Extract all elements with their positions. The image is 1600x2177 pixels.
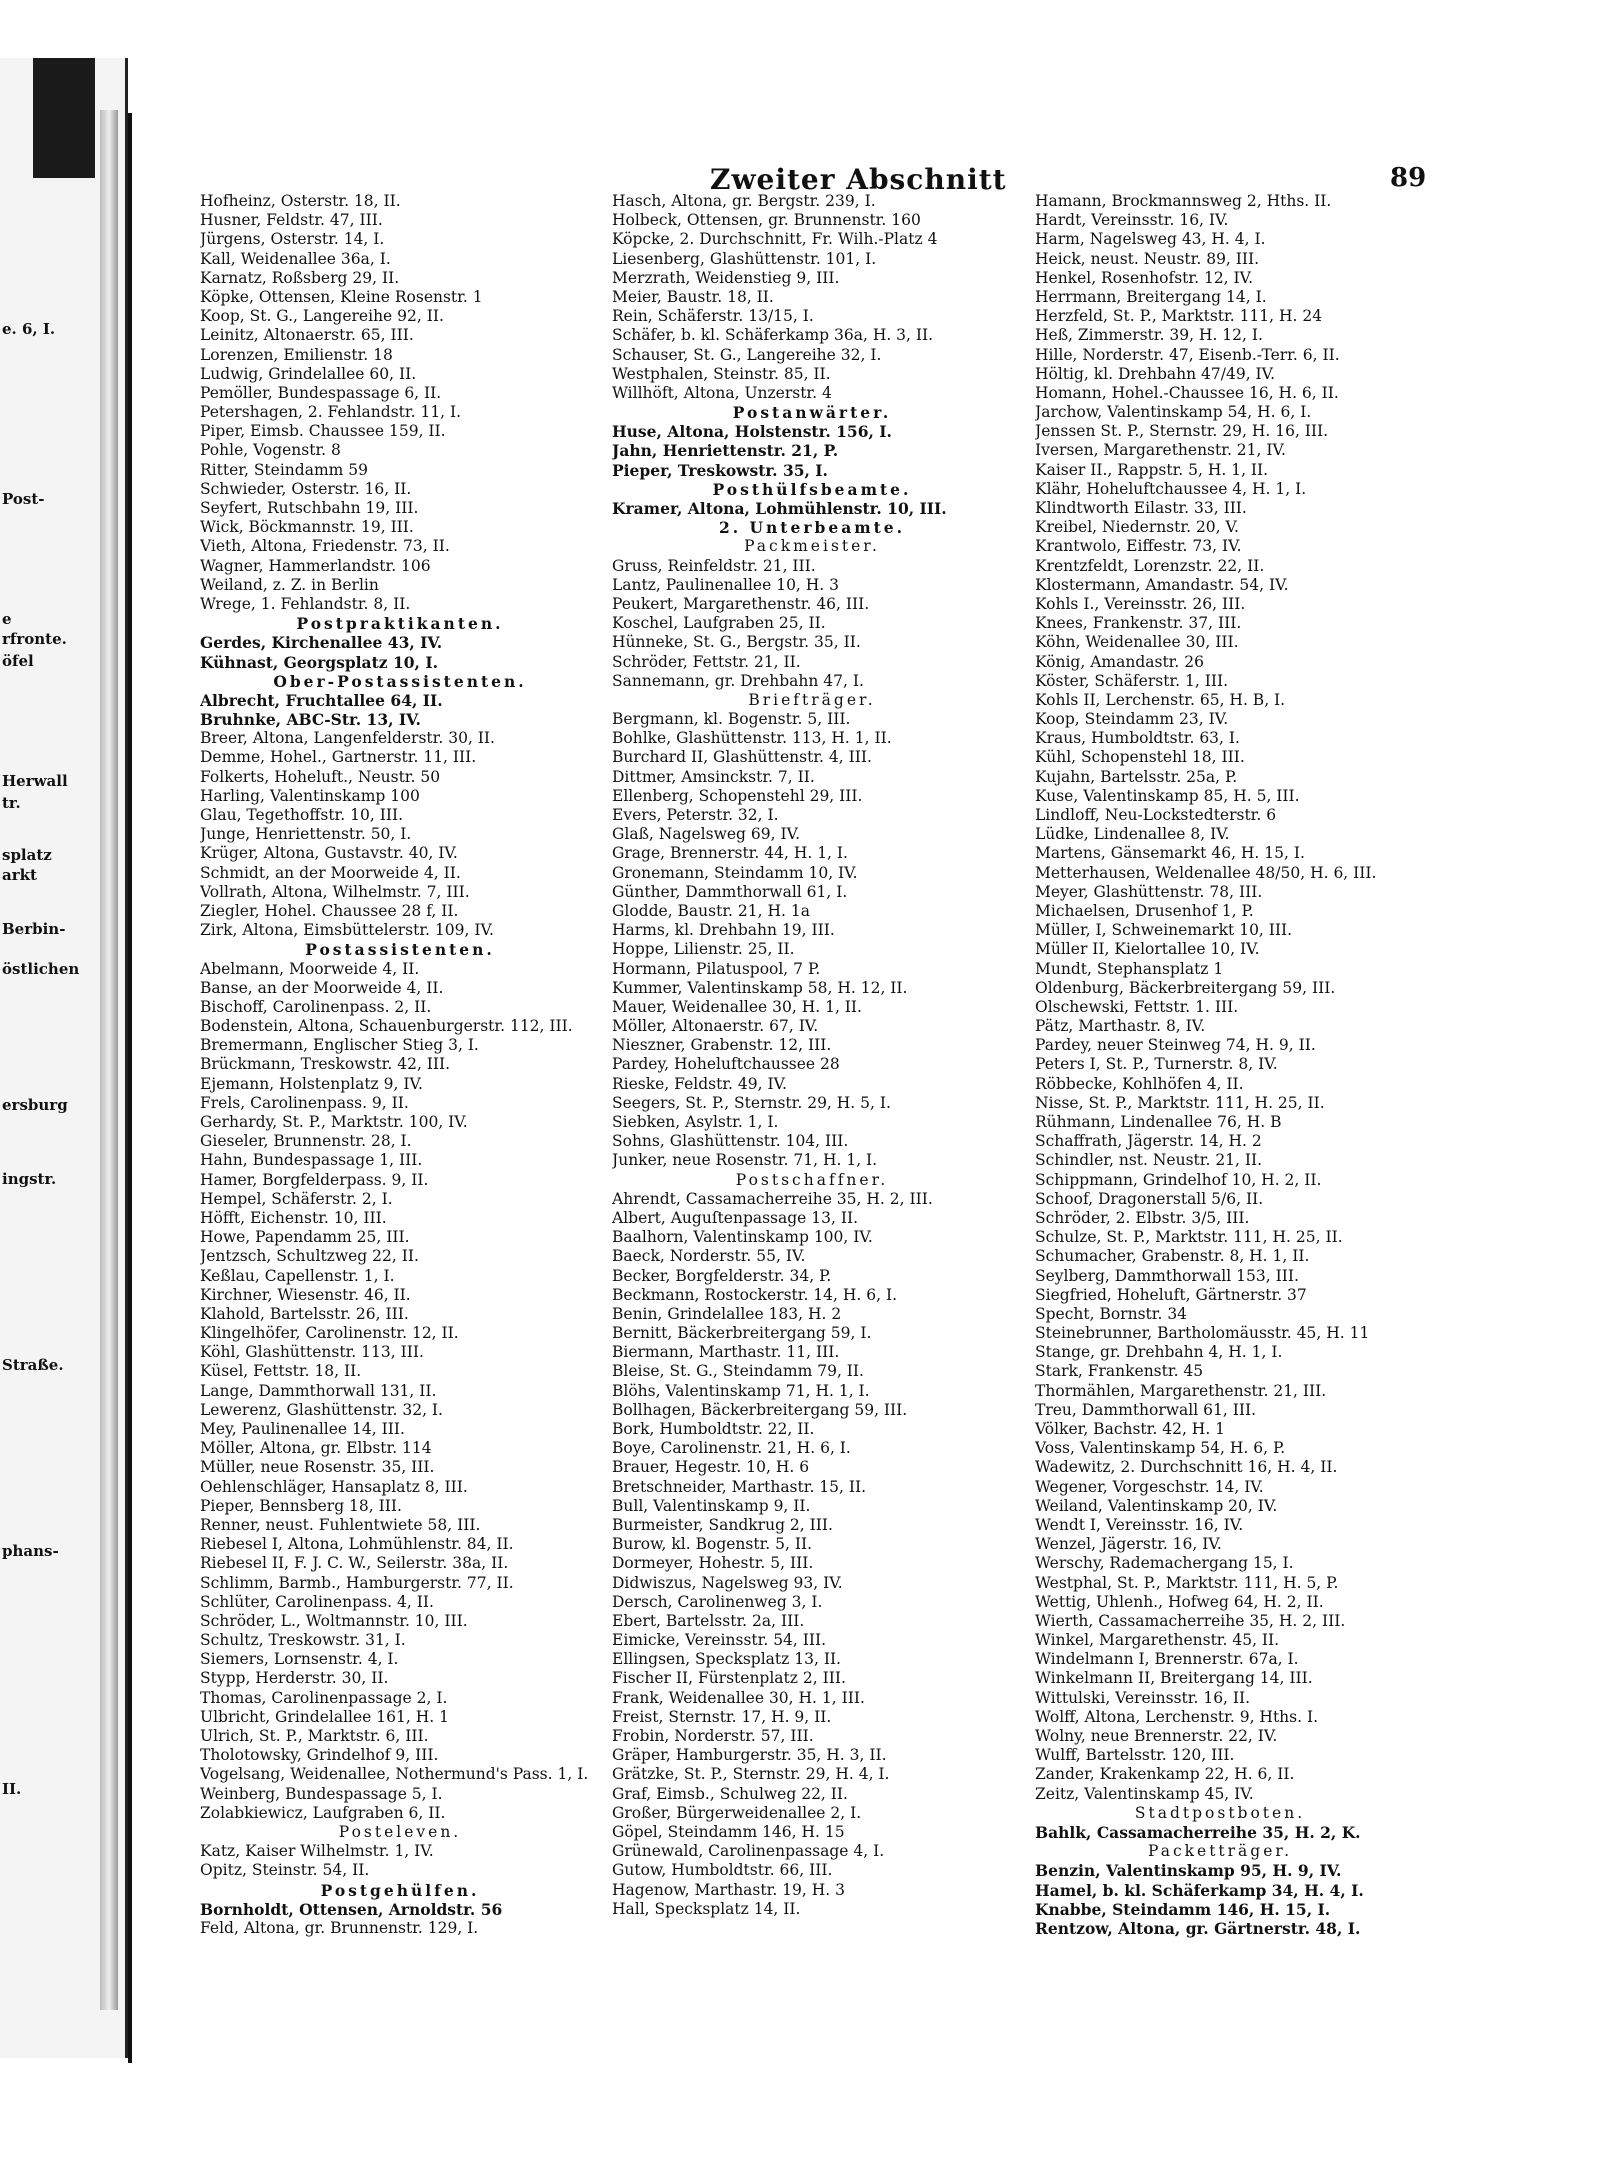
directory-entry: Windelmann I, Brennerstr. 67a, I. bbox=[1035, 1650, 1299, 1669]
section-heading: Posthülfsbeamte. bbox=[712, 479, 912, 499]
directory-entry: Wittulski, Vereinsstr. 16, II. bbox=[1035, 1688, 1251, 1707]
section-heading: Packmeister. bbox=[744, 537, 880, 556]
directory-entry: Bretschneider, Marthastr. 15, II. bbox=[612, 1477, 867, 1496]
directory-entry: Blöhs, Valentinskamp 71, H. 1, I. bbox=[612, 1381, 870, 1400]
directory-entry: Vogelsang, Weidenallee, Nothermund's Pass. 1, I. bbox=[200, 1765, 589, 1784]
directory-entry: Bollhagen, Bäckerbreitergang 59, III. bbox=[612, 1400, 908, 1419]
directory-entry: Bremermann, Englischer Stieg 3, I. bbox=[200, 1036, 479, 1055]
directory-entry: Hardt, Vereinsstr. 16, IV. bbox=[1035, 211, 1229, 230]
directory-entry: Junge, Henriettenstr. 50, I. bbox=[200, 825, 412, 844]
directory-entry: Müller, neue Rosenstr. 35, III. bbox=[200, 1458, 435, 1477]
directory-entry: Feld, Altona, gr. Brunnenstr. 129, I. bbox=[200, 1918, 479, 1937]
directory-entry: Ebert, Bartelsstr. 2a, III. bbox=[612, 1611, 805, 1630]
directory-entry: Knabbe, Steindamm 146, H. 15, I. bbox=[1035, 1899, 1331, 1919]
directory-entry: Huse, Altona, Holstenstr. 156, I. bbox=[612, 422, 892, 442]
directory-entry: Höfft, Eichenstr. 10, III. bbox=[200, 1208, 387, 1227]
directory-entry: Wolny, neue Brennerstr. 22, IV. bbox=[1035, 1727, 1278, 1745]
left-page-fragment: phans- bbox=[2, 1542, 59, 1560]
directory-entry: Siebken, Asylstr. 1, I. bbox=[612, 1113, 779, 1131]
directory-entry: Riebesel I, Altona, Lohmühlenstr. 84, II. bbox=[200, 1535, 514, 1554]
directory-entry: Freist, Sternstr. 17, H. 9, II. bbox=[612, 1707, 832, 1726]
directory-entry: Göpel, Steindamm 146, H. 15 bbox=[612, 1822, 845, 1841]
left-page-fragment: Post- bbox=[2, 490, 45, 508]
directory-entry: Hoppe, Lilienstr. 25, II. bbox=[612, 940, 795, 959]
directory-entry: Schmidt, an der Moorweide 4, II. bbox=[200, 863, 461, 882]
directory-entry: Meier, Baustr. 18, II. bbox=[612, 287, 774, 306]
directory-entry: Vieth, Altona, Friedenstr. 73, II. bbox=[200, 537, 450, 556]
directory-entry: Rein, Schäferstr. 13/15, I. bbox=[612, 307, 814, 326]
directory-entry: Zolabkiewicz, Laufgraben 6, II. bbox=[200, 1803, 446, 1822]
directory-entry: Mundt, Stephansplatz 1 bbox=[1035, 959, 1224, 978]
directory-entry: Stypp, Herderstr. 30, II. bbox=[200, 1669, 389, 1688]
directory-entry: Lorenzen, Emilienstr. 18 bbox=[200, 345, 393, 364]
left-page-fragment: arkt bbox=[2, 866, 37, 884]
directory-entry: Martens, Gänsemarkt 46, H. 15, I. bbox=[1035, 844, 1305, 863]
directory-entry: Tholotowsky, Grindelhof 9, III. bbox=[200, 1746, 439, 1765]
directory-entry: Brauer, Hegestr. 10, H. 6 bbox=[612, 1458, 810, 1477]
directory-entry: Weiland, Valentinskamp 20, IV. bbox=[1035, 1496, 1278, 1515]
directory-entry: Abelmann, Moorweide 4, II. bbox=[200, 959, 420, 978]
directory-entry: Voss, Valentinskamp 54, H. 6, P. bbox=[1035, 1439, 1286, 1458]
directory-entry: Wettig, Uhlenh., Hofweg 64, H. 2, II. bbox=[1035, 1592, 1324, 1611]
directory-entry: Fischer II, Fürstenplatz 2, III. bbox=[612, 1669, 846, 1688]
directory-entry: Köpcke, 2. Durchschnitt, Fr. Wilh.-Platz 4 bbox=[612, 230, 938, 249]
directory-entry: Harling, Valentinskamp 100 bbox=[200, 786, 420, 805]
directory-column-3 bbox=[1035, 192, 1405, 1938]
directory-entry: Liesenberg, Glashüttenstr. 101, I. bbox=[612, 249, 877, 268]
directory-entry: Schlimm, Barmb., Hamburgerstr. 77, II. bbox=[200, 1573, 514, 1592]
directory-entry: Gronemann, Steindamm 10, IV. bbox=[612, 863, 858, 882]
directory-entry: Albrecht, Fruchtallee 64, II. bbox=[200, 690, 443, 710]
section-heading: Postassistenten. bbox=[305, 940, 495, 960]
book-gutter bbox=[100, 110, 118, 2010]
directory-entry: Schaffrath, Jägerstr. 14, H. 2 bbox=[1035, 1132, 1262, 1151]
directory-entry: Schindler, nst. Neustr. 21, II. bbox=[1035, 1151, 1263, 1170]
directory-entry: Kreibel, Niedernstr. 20, V. bbox=[1035, 518, 1239, 537]
directory-entry: Piper, Eimsb. Chaussee 159, II. bbox=[200, 422, 446, 441]
directory-entry: Stark, Frankenstr. 45 bbox=[1035, 1362, 1204, 1381]
directory-entry: Pardey, Hoheluftchaussee 28 bbox=[612, 1055, 840, 1074]
left-page-fragment: e bbox=[2, 610, 12, 628]
directory-entry: Ahrendt, Cassamacherreihe 35, H. 2, III. bbox=[612, 1189, 933, 1208]
directory-entry: Koop, St. G., Langereihe 92, II. bbox=[200, 307, 444, 326]
directory-entry: Winkel, Margarethenstr. 45, II. bbox=[1035, 1631, 1280, 1650]
directory-column-2 bbox=[612, 192, 1012, 1919]
directory-entry: Grage, Brennerstr. 44, H. 1, I. bbox=[612, 844, 848, 863]
directory-entry: Graf, Eimsb., Schulweg 22, II. bbox=[612, 1784, 848, 1803]
directory-entry: Ellingsen, Specksplatz 13, II. bbox=[612, 1650, 841, 1669]
directory-entry: Thomas, Carolinenpassage 2, I. bbox=[200, 1688, 448, 1707]
directory-entry: Kramer, Altona, Lohmühlenstr. 10, III. bbox=[612, 499, 947, 518]
directory-entry: Kuse, Valentinskamp 85, H. 5, III. bbox=[1035, 786, 1300, 805]
section-heading: Packetträger. bbox=[1147, 1842, 1293, 1861]
directory-entry: Kummer, Valentinskamp 58, H. 12, II. bbox=[612, 978, 908, 997]
directory-entry: Wenzel, Jägerstr. 16, IV. bbox=[1035, 1535, 1222, 1554]
directory-entry: Rentzow, Altona, gr. Gärtnerstr. 48, I. bbox=[1035, 1918, 1361, 1938]
directory-entry: Mey, Paulinenallee 14, III. bbox=[200, 1420, 405, 1438]
directory-entry: Hünneke, St. G., Bergstr. 35, II. bbox=[612, 633, 861, 652]
directory-entry: Harm, Nagelsweg 43, H. 4, I. bbox=[1035, 230, 1266, 249]
directory-entry: Grünewald, Carolinenpassage 4, I. bbox=[612, 1842, 885, 1861]
left-page-fragment: e. 6, I. bbox=[2, 320, 56, 338]
directory-entry: Pieper, Treskowstr. 35, I. bbox=[612, 460, 828, 480]
directory-entry: Klingelhöfer, Carolinenstr. 12, II. bbox=[200, 1324, 459, 1343]
directory-entry: Ziegler, Hohel. Chaussee 28 f, II. bbox=[200, 901, 459, 920]
directory-entry: Wick, Böckmannstr. 19, III. bbox=[200, 518, 414, 537]
directory-entry: Weiland, z. Z. in Berlin bbox=[200, 575, 379, 594]
directory-entry: Frels, Carolinenpass. 9, II. bbox=[200, 1093, 409, 1112]
section-heading: Posteleven. bbox=[338, 1822, 462, 1841]
directory-entry: Specht, Bornstr. 34 bbox=[1035, 1304, 1188, 1323]
directory-entry: Evers, Peterstr. 32, I. bbox=[612, 806, 779, 824]
directory-entry: Holbeck, Ottensen, gr. Brunnenstr. 160 bbox=[612, 211, 921, 230]
directory-entry: Kohls II, Lerchenstr. 65, H. B, I. bbox=[1035, 690, 1286, 709]
directory-entry: Dersch, Carolinenweg 3, I. bbox=[612, 1592, 823, 1611]
directory-entry: Meyer, Glashüttenstr. 78, III. bbox=[1035, 882, 1263, 901]
left-page-fragment: splatz bbox=[2, 846, 52, 864]
directory-entry: Lange, Dammthorwall 131, II. bbox=[200, 1381, 437, 1400]
directory-entry: Becker, Borgfelderstr. 34, P. bbox=[612, 1266, 832, 1285]
left-page-fragment: ersburg bbox=[2, 1096, 68, 1114]
directory-entry: Möller, Altona, gr. Elbstr. 114 bbox=[200, 1439, 432, 1458]
directory-entry: Sannemann, gr. Drehbahn 47, I. bbox=[612, 671, 864, 690]
directory-entry: Stange, gr. Drehbahn 4, H. 1, I. bbox=[1035, 1343, 1283, 1362]
directory-entry: Hempel, Schäferstr. 2, I. bbox=[200, 1189, 393, 1208]
directory-entry: Wierth, Cassamacherreihe 35, H. 2, III. bbox=[1035, 1611, 1346, 1630]
directory-entry: Kall, Weidenallee 36a, I. bbox=[200, 249, 391, 268]
directory-entry: Krüger, Altona, Gustavstr. 40, IV. bbox=[200, 844, 458, 863]
directory-entry: Pardey, neuer Steinweg 74, H. 9, II. bbox=[1035, 1036, 1316, 1055]
directory-entry: Brückmann, Treskowstr. 42, III. bbox=[200, 1055, 451, 1074]
left-page-fragment: ingstr. bbox=[2, 1170, 57, 1188]
directory-entry: Nieszner, Grabenstr. 12, III. bbox=[612, 1036, 832, 1055]
directory-column-1 bbox=[200, 192, 600, 1938]
directory-entry: Jahn, Henriettenstr. 21, P. bbox=[612, 441, 839, 461]
directory-entry: Köhl, Glashüttenstr. 113, III. bbox=[200, 1343, 424, 1362]
left-page-fragment: II. bbox=[2, 1780, 22, 1798]
directory-entry: Lantz, Paulinenallee 10, H. 3 bbox=[612, 575, 840, 594]
directory-entry: Kühl, Schopenstehl 18, III. bbox=[1035, 748, 1245, 767]
directory-entry: Frobin, Norderstr. 57, III. bbox=[612, 1727, 814, 1745]
left-page-fragment: Berbin- bbox=[2, 920, 66, 938]
directory-entry: Burmeister, Sandkrug 2, III. bbox=[612, 1515, 833, 1534]
directory-entry: Iversen, Margarethenstr. 21, IV. bbox=[1035, 441, 1286, 460]
directory-entry: Homann, Hohel.-Chaussee 16, H. 6, II. bbox=[1035, 383, 1339, 402]
directory-entry: Küsel, Fettstr. 18, II. bbox=[200, 1362, 362, 1381]
directory-entry: Zirk, Altona, Eimsbüttelerstr. 109, IV. bbox=[200, 921, 494, 940]
directory-entry: Knees, Frankenstr. 37, III. bbox=[1035, 614, 1242, 633]
directory-entry: Kühnast, Georgsplatz 10, I. bbox=[200, 652, 438, 672]
directory-entry: Didwiszus, Nagelsweg 93, IV. bbox=[612, 1573, 843, 1592]
directory-entry: Howe, Papendamm 25, III. bbox=[200, 1228, 410, 1247]
directory-entry: Bleise, St. G., Steindamm 79, II. bbox=[612, 1362, 864, 1381]
directory-entry: Dormeyer, Hohestr. 5, III. bbox=[612, 1554, 814, 1573]
directory-entry: Schoof, Dragonerstall 5/6, II. bbox=[1035, 1189, 1264, 1208]
directory-entry: Gerhardy, St. P., Marktstr. 100, IV. bbox=[200, 1113, 468, 1131]
directory-entry: Lüdke, Lindenallee 8, IV. bbox=[1035, 825, 1230, 844]
directory-entry: Glodde, Baustr. 21, H. 1a bbox=[612, 901, 810, 920]
directory-entry: Westphal, St. P., Marktstr. 111, H. 5, P. bbox=[1035, 1573, 1339, 1592]
directory-entry: Köhn, Weidenallee 30, III. bbox=[1035, 633, 1239, 652]
directory-entry: Glaß, Nagelsweg 69, IV. bbox=[612, 825, 800, 844]
directory-entry: Schumacher, Grabenstr. 8, H. 1, II. bbox=[1035, 1247, 1310, 1266]
section-heading: Postschaffner. bbox=[735, 1170, 889, 1189]
section-heading: Ober-Postassistenten. bbox=[273, 671, 527, 691]
directory-entry: Zander, Krakenkamp 22, H. 6, II. bbox=[1035, 1765, 1295, 1784]
left-page-fragment: tr. bbox=[2, 794, 21, 812]
directory-entry: Bull, Valentinskamp 9, II. bbox=[612, 1496, 811, 1515]
directory-entry: Klahold, Bartelsstr. 26, III. bbox=[200, 1304, 409, 1323]
directory-entry: Zeitz, Valentinskamp 45, IV. bbox=[1035, 1784, 1254, 1803]
directory-entry: Gruss, Reinfeldstr. 21, III. bbox=[612, 556, 816, 575]
directory-entry: Nisse, St. P., Marktstr. 111, H. 25, II. bbox=[1035, 1093, 1325, 1112]
directory-entry: Müller II, Kielortallee 10, IV. bbox=[1035, 940, 1260, 959]
directory-entry: Ejemann, Holstenplatz 9, IV. bbox=[200, 1074, 423, 1093]
directory-entry: Harms, kl. Drehbahn 19, III. bbox=[612, 921, 835, 940]
directory-entry: Olschewski, Fettstr. 1. III. bbox=[1035, 997, 1239, 1016]
directory-entry: Gerdes, Kirchenallee 43, IV. bbox=[200, 633, 443, 653]
directory-entry: Eimicke, Vereinsstr. 54, III. bbox=[612, 1631, 827, 1650]
directory-entry: Möller, Altonaerstr. 67, IV. bbox=[612, 1017, 819, 1036]
directory-entry: Keßlau, Capellenstr. 1, I. bbox=[200, 1266, 395, 1285]
directory-entry: Schwieder, Osterstr. 16, II. bbox=[200, 479, 412, 498]
directory-entry: Oehlenschläger, Hansaplatz 8, III. bbox=[200, 1477, 468, 1496]
directory-entry: Schäfer, b. kl. Schäferkamp 36a, H. 3, II. bbox=[612, 326, 934, 345]
directory-entry: Banse, an der Moorweide 4, II. bbox=[200, 978, 444, 997]
directory-entry: Schröder, L., Woltmannstr. 10, III. bbox=[200, 1611, 468, 1630]
directory-entry: Rühmann, Lindenallee 76, H. B bbox=[1035, 1113, 1282, 1131]
directory-entry: Bohlke, Glashüttenstr. 113, H. 1, II. bbox=[612, 729, 892, 748]
directory-entry: Hille, Norderstr. 47, Eisenb.-Terr. 6, II. bbox=[1035, 345, 1340, 364]
directory-entry: Thormählen, Margarethenstr. 21, III. bbox=[1035, 1381, 1327, 1400]
directory-entry: Großer, Bürgerweidenallee 2, I. bbox=[612, 1803, 862, 1822]
directory-entry: Pätz, Marthastr. 8, IV. bbox=[1035, 1017, 1206, 1036]
directory-entry: Mauer, Weidenallee 30, H. 1, II. bbox=[612, 997, 862, 1016]
directory-entry: Seegers, St. P., Sternstr. 29, H. 5, I. bbox=[612, 1093, 891, 1112]
directory-entry: Röbbecke, Kohlhöfen 4, II. bbox=[1035, 1074, 1244, 1093]
page-number: 89 bbox=[1390, 163, 1427, 193]
directory-entry: Ritter, Steindamm 59 bbox=[200, 460, 368, 479]
directory-entry: Lewerenz, Glashüttenstr. 32, I. bbox=[200, 1400, 443, 1419]
directory-entry: Herzfeld, St. P., Marktstr. 111, H. 24 bbox=[1035, 307, 1323, 326]
directory-entry: Köpke, Ottensen, Kleine Rosenstr. 1 bbox=[200, 287, 483, 306]
directory-entry: Köster, Schäferstr. 1, III. bbox=[1035, 671, 1229, 690]
directory-entry: Ellenberg, Schopenstehl 29, III. bbox=[612, 786, 863, 805]
directory-entry: Klostermann, Amandastr. 54, IV. bbox=[1035, 575, 1289, 594]
directory-entry: Steinebrunner, Bartholomäusstr. 45, H. 11 bbox=[1035, 1324, 1370, 1343]
directory-entry: Klindtworth Eilastr. 33, III. bbox=[1035, 499, 1247, 517]
directory-entry: Hamel, b. kl. Schäferkamp 34, H. 4, I. bbox=[1035, 1880, 1364, 1900]
directory-entry: Opitz, Steinstr. 54, II. bbox=[200, 1861, 370, 1880]
directory-entry: Frank, Weidenallee 30, H. 1, III. bbox=[612, 1688, 865, 1707]
directory-entry: Siemers, Lornsenstr. 4, I. bbox=[200, 1650, 399, 1669]
directory-entry: Bruhnke, ABC-Str. 13, IV. bbox=[200, 710, 421, 730]
directory-entry: Metterhausen, Weldenallee 48/50, H. 6, III. bbox=[1035, 863, 1377, 882]
directory-entry: Bork, Humboldtstr. 22, II. bbox=[612, 1420, 815, 1438]
directory-entry: Bodenstein, Altona, Schauenburgerstr. 112, III. bbox=[200, 1017, 573, 1036]
section-heading: Briefträger. bbox=[748, 690, 876, 709]
directory-entry: Glau, Tegethoffstr. 10, III. bbox=[200, 806, 403, 824]
directory-entry: Breer, Altona, Langenfelderstr. 30, II. bbox=[200, 729, 495, 748]
directory-entry: Jentzsch, Schultzweg 22, II. bbox=[200, 1247, 419, 1266]
directory-entry: Petershagen, 2. Fehlandstr. 11, I. bbox=[200, 403, 462, 422]
directory-entry: Boye, Carolinenstr. 21, H. 6, I. bbox=[612, 1439, 851, 1458]
directory-entry: Schröder, Fettstr. 21, II. bbox=[612, 652, 801, 671]
directory-entry: Wagner, Hammerlandstr. 106 bbox=[200, 556, 431, 575]
directory-entry: Hagenow, Marthastr. 19, H. 3 bbox=[612, 1880, 845, 1899]
directory-entry: Leinitz, Altonaerstr. 65, III. bbox=[200, 326, 414, 345]
directory-entry: Wrege, 1. Fehlandstr. 8, II. bbox=[200, 594, 411, 613]
directory-entry: Wegener, Vorgeschstr. 14, IV. bbox=[1035, 1477, 1264, 1496]
directory-entry: Benin, Grindelallee 183, H. 2 bbox=[612, 1304, 842, 1323]
directory-entry: Gieseler, Brunnenstr. 28, I. bbox=[200, 1132, 412, 1151]
directory-entry: König, Amandastr. 26 bbox=[1035, 652, 1204, 671]
directory-entry: Katz, Kaiser Wilhelmstr. 1, IV. bbox=[200, 1842, 434, 1861]
left-page-fragment: Herwall bbox=[2, 772, 68, 790]
left-page-fragment: rfronte. bbox=[2, 630, 67, 648]
directory-entry: Peukert, Margarethenstr. 46, III. bbox=[612, 594, 870, 613]
directory-entry: Koschel, Laufgraben 25, II. bbox=[612, 614, 826, 633]
section-heading: Stadtpostboten. bbox=[1134, 1803, 1306, 1822]
directory-entry: Bergmann, kl. Bogenstr. 5, III. bbox=[612, 710, 851, 729]
directory-entry: Grätzke, St. P., Sternstr. 29, H. 4, I. bbox=[612, 1765, 890, 1784]
directory-entry: Riebesel II, F. J. C. W., Seilerstr. 38a, II. bbox=[200, 1554, 509, 1573]
left-page-fragment: Straße. bbox=[2, 1356, 64, 1374]
directory-entry: Ulbricht, Grindelallee 161, H. 1 bbox=[200, 1707, 449, 1726]
directory-entry: Hasch, Altona, gr. Bergstr. 239, I. bbox=[612, 192, 876, 210]
directory-entry: Wendt I, Vereinsstr. 16, IV. bbox=[1035, 1515, 1244, 1534]
directory-entry: Gutow, Humboldtstr. 66, III. bbox=[612, 1861, 833, 1880]
directory-entry: Wadewitz, 2. Durchschnitt 16, H. 4, II. bbox=[1035, 1458, 1338, 1477]
directory-entry: Wolff, Altona, Lerchenstr. 9, Hths. I. bbox=[1035, 1707, 1319, 1726]
directory-entry: Ulrich, St. P., Marktstr. 6, III. bbox=[200, 1727, 429, 1745]
directory-entry: Kohls I., Vereinsstr. 26, III. bbox=[1035, 594, 1246, 613]
directory-entry: Ludwig, Grindelallee 60, II. bbox=[200, 364, 417, 383]
directory-entry: Seylberg, Dammthorwall 153, III. bbox=[1035, 1266, 1299, 1285]
directory-entry: Schulze, St. P., Marktstr. 111, H. 25, II. bbox=[1035, 1228, 1343, 1247]
directory-entry: Koop, Steindamm 23, IV. bbox=[1035, 710, 1229, 729]
directory-entry: Klähr, Hoheluftchaussee 4, H. 1, I. bbox=[1035, 479, 1307, 498]
directory-entry: Westphalen, Steinstr. 85, II. bbox=[612, 364, 831, 383]
directory-entry: Werschy, Rademachergang 15, I. bbox=[1035, 1554, 1294, 1573]
directory-entry: Kaiser II., Rappstr. 5, H. 1, II. bbox=[1035, 460, 1269, 479]
directory-entry: Schröder, 2. Elbstr. 3/5, III. bbox=[1035, 1208, 1250, 1227]
directory-entry: Albert, Auguſtenpassage 13, II. bbox=[612, 1208, 859, 1227]
directory-entry: Oldenburg, Bäckerbreitergang 59, III. bbox=[1035, 978, 1336, 997]
directory-entry: Burow, kl. Bogenstr. 5, II. bbox=[612, 1535, 813, 1554]
directory-entry: Schauser, St. G., Langereihe 32, I. bbox=[612, 345, 882, 364]
directory-entry: Hamer, Borgfelderpass. 9, II. bbox=[200, 1170, 429, 1189]
directory-entry: Schlüter, Carolinenpass. 4, II. bbox=[200, 1592, 434, 1611]
directory-entry: Michaelsen, Drusenhof 1, P. bbox=[1035, 901, 1254, 920]
directory-entry: Jarchow, Valentinskamp 54, H. 6, I. bbox=[1035, 403, 1312, 422]
directory-entry: Junker, neue Rosenstr. 71, H. 1, I. bbox=[612, 1151, 878, 1170]
directory-entry: Jenssen St. P., Sternstr. 29, H. 16, III. bbox=[1035, 422, 1329, 441]
directory-entry: Winkelmann II, Breitergang 14, III. bbox=[1035, 1669, 1313, 1688]
directory-entry: Krantwolo, Eiffestr. 73, IV. bbox=[1035, 537, 1242, 556]
spine-shadow bbox=[33, 58, 95, 178]
directory-entry: Kirchner, Wiesenstr. 46, II. bbox=[200, 1285, 411, 1304]
section-heading: Postpraktikanten. bbox=[296, 614, 504, 634]
directory-entry: Schippmann, Grindelhof 10, H. 2, II. bbox=[1035, 1170, 1322, 1189]
directory-entry: Heß, Zimmerstr. 39, H. 12, I. bbox=[1035, 326, 1263, 345]
directory-entry: Schultz, Treskowstr. 31, I. bbox=[200, 1631, 406, 1650]
directory-entry: Demme, Hohel., Gartnerstr. 11, III. bbox=[200, 748, 477, 767]
directory-entry: Höltig, kl. Drehbahn 47/49, IV. bbox=[1035, 364, 1276, 383]
directory-entry: Hahn, Bundespassage 1, III. bbox=[200, 1151, 423, 1170]
directory-entry: Biermann, Marthastr. 11, III. bbox=[612, 1343, 840, 1362]
directory-entry: Pemöller, Bundespassage 6, II. bbox=[200, 383, 442, 402]
section-heading: Postanwärter. bbox=[732, 403, 892, 423]
section-heading: Postgehülfen. bbox=[320, 1880, 480, 1900]
left-page-fragment: öfel bbox=[2, 652, 34, 670]
page-title: Zweiter Abschnitt bbox=[710, 163, 1007, 196]
directory-entry: Heick, neust. Neustr. 89, III. bbox=[1035, 249, 1260, 268]
directory-entry: Dittmer, Amsinckstr. 7, II. bbox=[612, 767, 815, 786]
directory-entry: Hall, Specksplatz 14, II. bbox=[612, 1899, 801, 1918]
directory-entry: Merzrath, Weidenstieg 9, III. bbox=[612, 268, 840, 287]
directory-entry: Kraus, Humboldtstr. 63, I. bbox=[1035, 729, 1240, 748]
directory-entry: Henkel, Rosenhofstr. 12, IV. bbox=[1035, 268, 1254, 287]
directory-entry: Renner, neust. Fuhlentwiete 58, III. bbox=[200, 1515, 481, 1534]
directory-entry: Karnatz, Roßsberg 29, II. bbox=[200, 268, 400, 287]
directory-entry: Treu, Dammthorwall 61, III. bbox=[1035, 1400, 1256, 1419]
section-heading: 2. Unterbeamte. bbox=[718, 518, 906, 538]
left-page-fragment: östlichen bbox=[2, 960, 80, 978]
directory-entry: Seyfert, Rutschbahn 19, III. bbox=[200, 499, 419, 517]
directory-entry: Bornholdt, Ottensen, Arnoldstr. 56 bbox=[200, 1899, 503, 1919]
directory-entry: Pieper, Bennsberg 18, III. bbox=[200, 1496, 402, 1515]
directory-entry: Müller, I, Schweinemarkt 10, III. bbox=[1035, 921, 1293, 940]
directory-entry: Vollrath, Altona, Wilhelmstr. 7, III. bbox=[200, 882, 470, 901]
directory-entry: Bischoff, Carolinenpass. 2, II. bbox=[200, 997, 432, 1016]
directory-entry: Völker, Bachstr. 42, H. 1 bbox=[1035, 1420, 1226, 1438]
directory-entry: Bernitt, Bäckerbreitergang 59, I. bbox=[612, 1324, 872, 1343]
directory-entry: Folkerts, Hoheluft., Neustr. 50 bbox=[200, 767, 441, 786]
directory-entry: Siegfried, Hoheluft, Gärtnerstr. 37 bbox=[1035, 1285, 1307, 1304]
directory-entry: Willhöft, Altona, Unzerstr. 4 bbox=[612, 383, 832, 402]
directory-entry: Gräper, Hamburgerstr. 35, H. 3, II. bbox=[612, 1746, 887, 1765]
directory-entry: Jürgens, Osterstr. 14, I. bbox=[200, 230, 385, 249]
directory-entry: Peters I, St. P., Turnerstr. 8, IV. bbox=[1035, 1055, 1278, 1074]
directory-entry: Herrmann, Breitergang 14, I. bbox=[1035, 287, 1267, 306]
directory-entry: Beckmann, Rostockerstr. 14, H. 6, I. bbox=[612, 1285, 898, 1304]
directory-entry: Krentzfeldt, Lorenzstr. 22, II. bbox=[1035, 556, 1265, 575]
directory-entry: Benzin, Valentinskamp 95, H. 9, IV. bbox=[1035, 1861, 1342, 1881]
directory-entry: Pohle, Vogenstr. 8 bbox=[200, 441, 341, 460]
directory-entry: Kujahn, Bartelsstr. 25a, P. bbox=[1035, 767, 1238, 786]
directory-entry: Günther, Dammthorwall 61, I. bbox=[612, 882, 848, 901]
directory-entry: Hamann, Brockmannsweg 2, Hths. II. bbox=[1035, 192, 1332, 210]
directory-entry: Sohns, Glashüttenstr. 104, III. bbox=[612, 1132, 849, 1151]
directory-entry: Husner, Feldstr. 47, III. bbox=[200, 211, 383, 230]
directory-entry: Rieske, Feldstr. 49, IV. bbox=[612, 1074, 787, 1093]
directory-entry: Hofheinz, Osterstr. 18, II. bbox=[200, 192, 401, 210]
directory-entry: Hormann, Pilatuspool, 7 P. bbox=[612, 959, 821, 978]
directory-entry: Burchard II, Glashüttenstr. 4, III. bbox=[612, 748, 872, 767]
directory-entry: Weinberg, Bundespassage 5, I. bbox=[200, 1784, 443, 1803]
directory-entry: Baeck, Norderstr. 55, IV. bbox=[612, 1247, 806, 1266]
directory-entry: Wulff, Bartelsstr. 120, III. bbox=[1035, 1746, 1235, 1765]
directory-entry: Lindloff, Neu-Lockstedterstr. 6 bbox=[1035, 806, 1277, 824]
directory-entry: Bahlk, Cassamacherreihe 35, H. 2, K. bbox=[1035, 1822, 1361, 1842]
directory-entry: Baalhorn, Valentinskamp 100, IV. bbox=[612, 1228, 873, 1247]
